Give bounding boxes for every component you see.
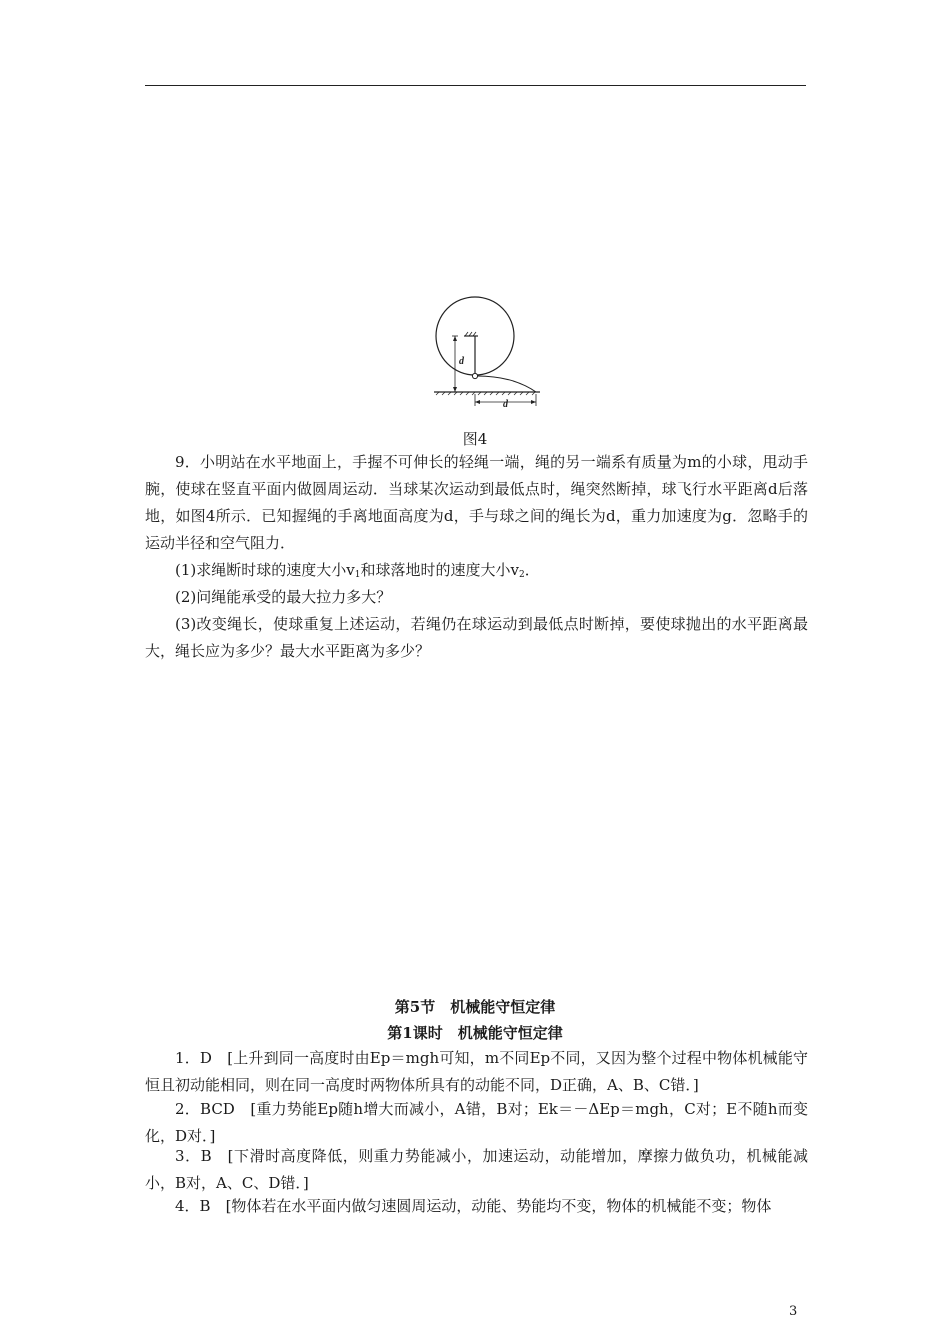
header-rule bbox=[145, 85, 806, 86]
problem-9-stem: 9．小明站在水平地面上，手握不可伸长的轻绳一端，绳的另一端系有质量为m的小球，甩动手腕，使球在竖直平面内做圆周运动．当球某次运动到最低点时，绳突然断掉，球飞行水平距离d后落地，如图4所示．已知握绳的手离地面高度为d，手与球之间的绳长为d，重力加速度为g．忽略手的运动半径和空气阻力． bbox=[145, 453, 808, 552]
ball bbox=[472, 373, 477, 378]
figure-caption: 图4 bbox=[462, 430, 488, 448]
projectile-path bbox=[477, 376, 536, 392]
problem-9-question-2: (2)问绳能承受的最大拉力多大？ bbox=[175, 588, 392, 606]
answer-3: 3．B [下滑时高度降低，则重力势能减小，加速运动，动能增加，摩擦力做负功，机械能减小，B对，A、C、D错．] bbox=[145, 1147, 808, 1192]
problem-9-question-1: (1)求绳断时球的速度大小$v_1$和球落地时的速度大小$v_2$． bbox=[175, 561, 540, 580]
page-number: 3 bbox=[789, 1304, 798, 1319]
answer-2: 2．BCD [重力势能Ep随h增大而减小，A错，B对；Ek＝－ΔEp＝mgh，C对；E不随h而变化，D对．] bbox=[145, 1100, 808, 1145]
vertical-d-label: d bbox=[459, 356, 464, 367]
section-title: 第5节 机械能守恒定律 bbox=[394, 998, 556, 1016]
answer-1: 1．D [上升到同一高度时由Ep＝mgh可知，m不同Ep不同，又因为整个过程中物体机械能守恒且初动能相同，则在同一高度时两物体所具有的动能不同，D正确，A、B、C错．] bbox=[145, 1049, 808, 1094]
answer-4: 4．B [物体若在水平面内做匀速圆周运动，动能、势能均不变，物体的机械能不变；物体 bbox=[175, 1197, 772, 1215]
problem-9-question-3: (3)改变绳长，使球重复上述运动，若绳仍在球运动到最低点时断掉，要使球抛出的水平距离最大，绳长应为多少？最大水平距离为多少？ bbox=[145, 615, 808, 660]
section-subtitle: 第1课时 机械能守恒定律 bbox=[387, 1024, 563, 1042]
horizontal-d-label: d bbox=[503, 399, 508, 410]
circular-motion-figure bbox=[428, 296, 543, 411]
